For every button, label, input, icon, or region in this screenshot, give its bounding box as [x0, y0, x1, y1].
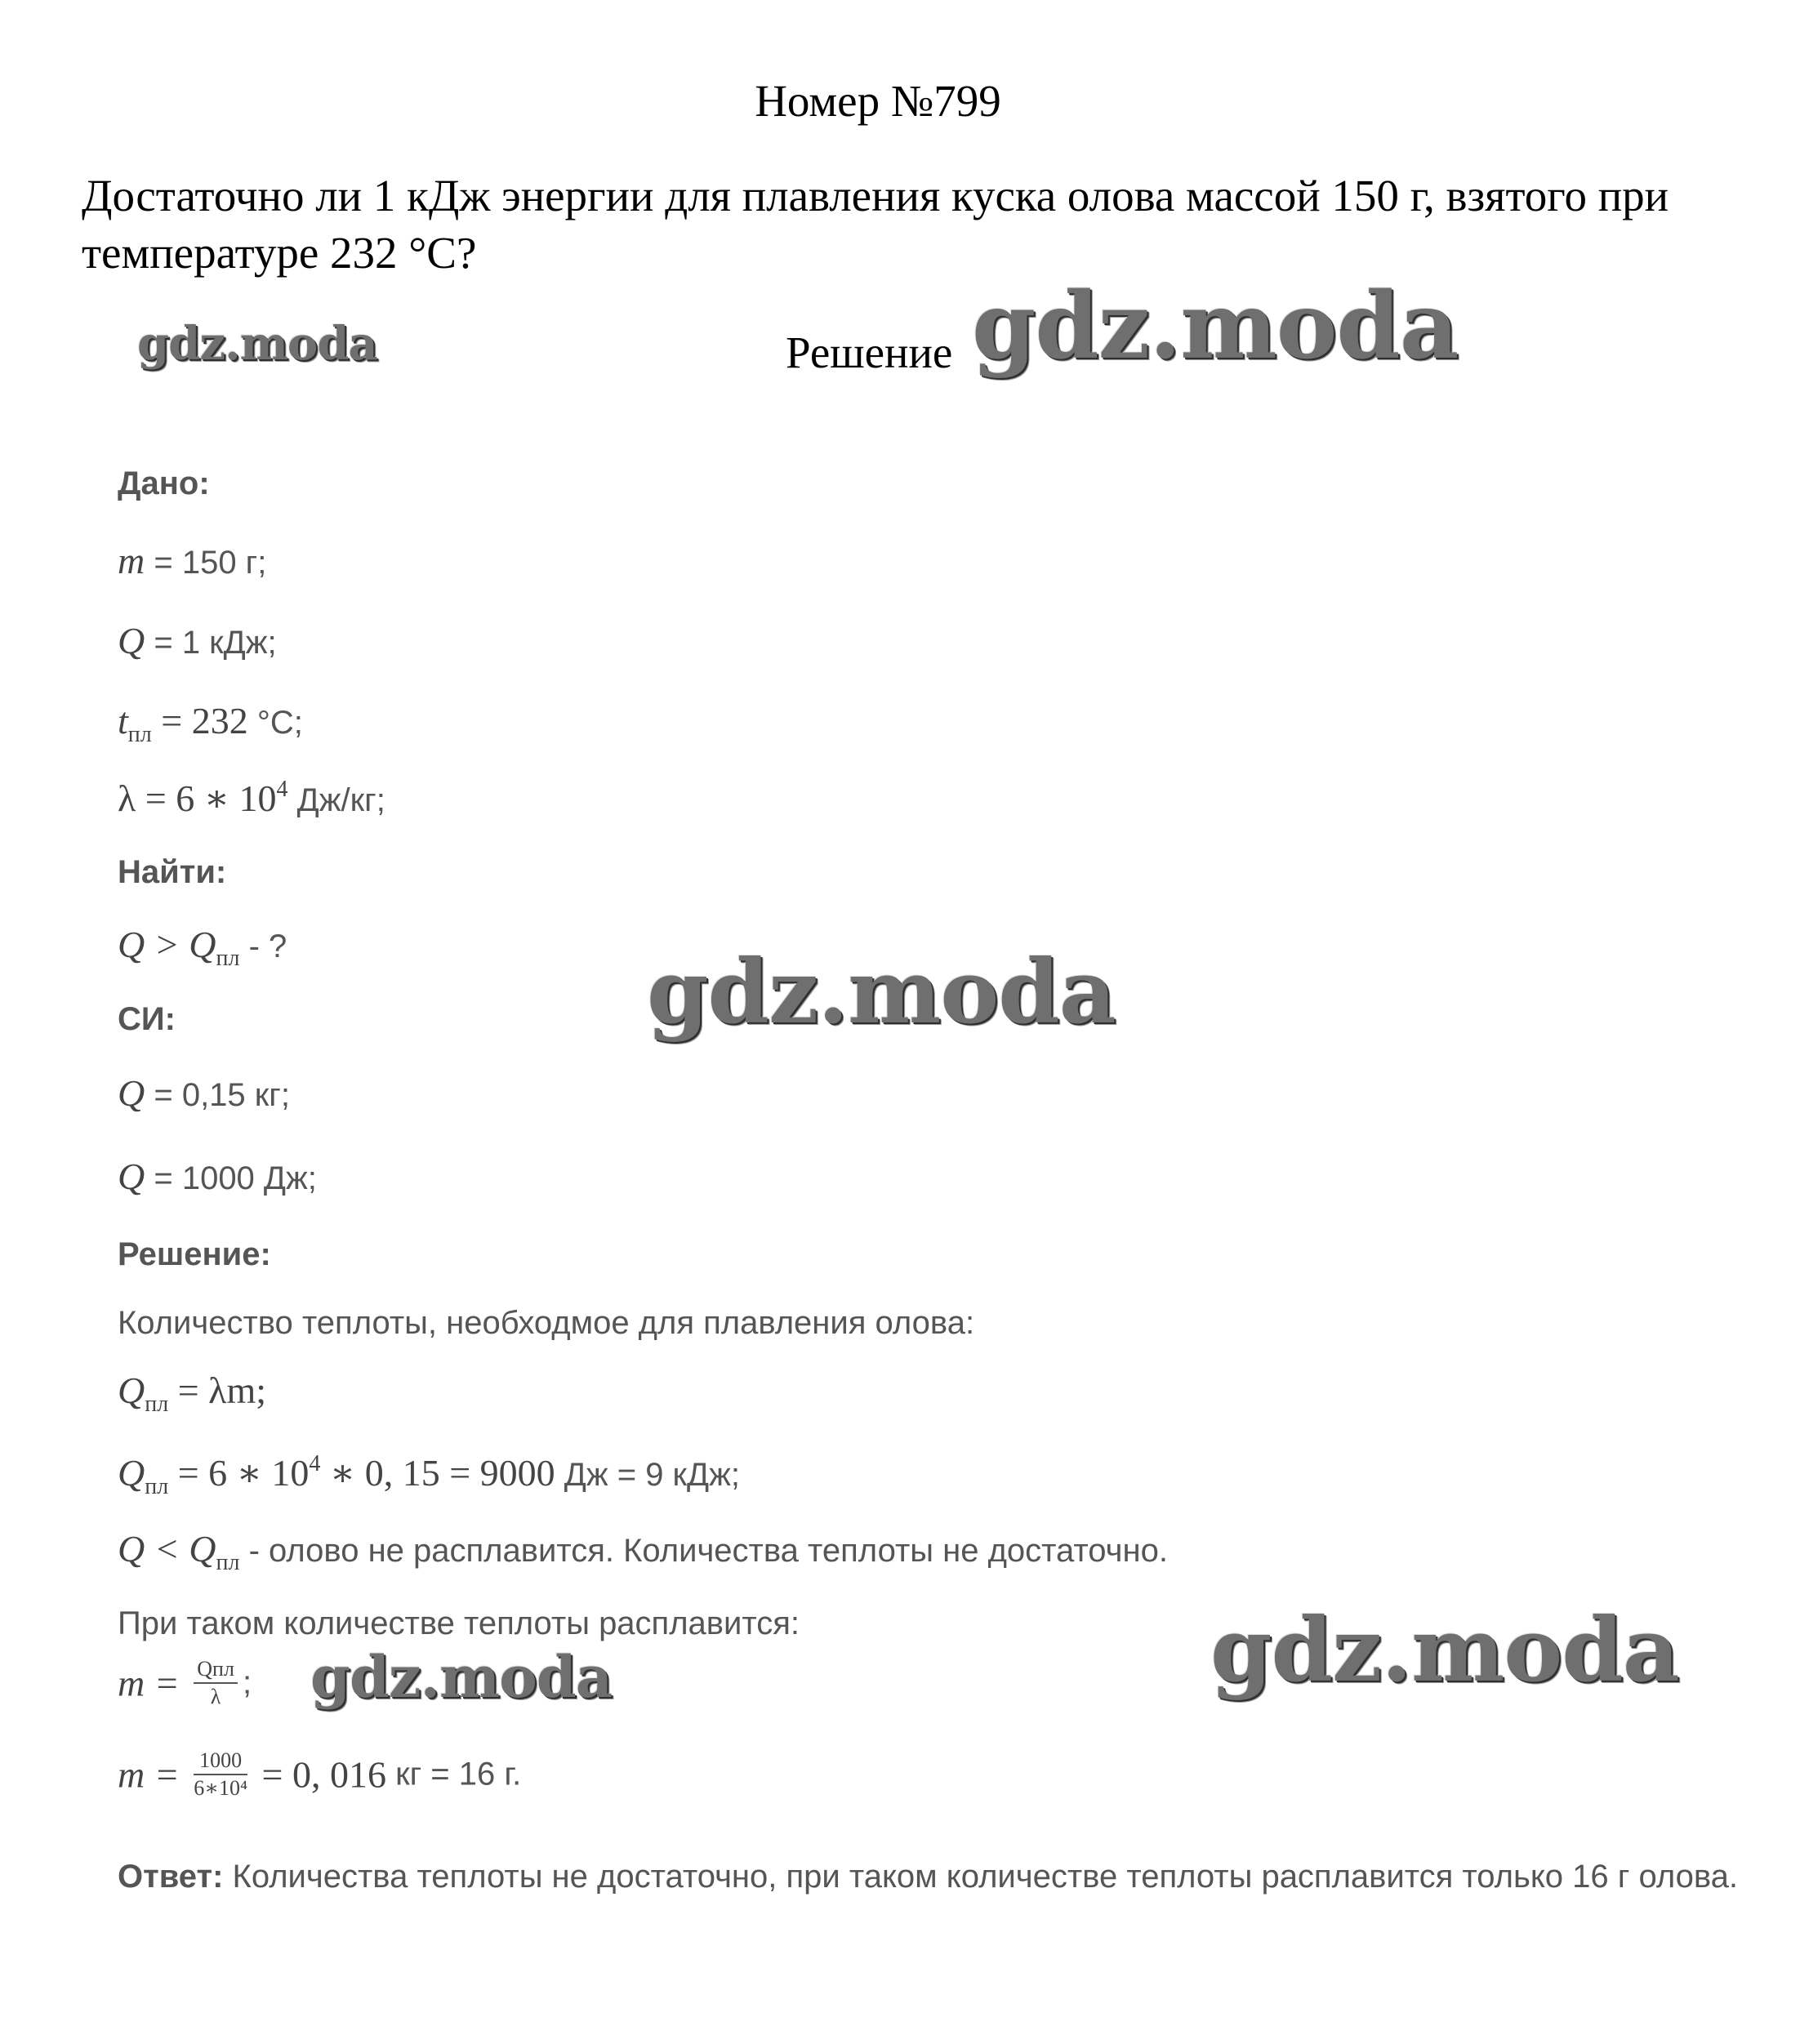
conclusion-text: - олово не расплавится. Количества теплоты не достаточно. — [239, 1533, 1168, 1569]
subscript: пл — [127, 722, 152, 747]
subscript: пл — [216, 1550, 240, 1575]
unit-text: Дж/кг; — [287, 782, 385, 818]
problem-number: Номер №799 — [755, 76, 1001, 126]
value-text: - ? — [239, 928, 287, 964]
si-line-1 — [118, 1071, 290, 1115]
math-expression: Q > Q — [118, 924, 216, 965]
formula-melting-heat — [118, 1369, 266, 1418]
math-expression: m = — [118, 1753, 189, 1796]
given-melting-temperature — [118, 699, 303, 748]
math-symbol: Q — [118, 1072, 145, 1114]
equation-value: ∗ 0, 15 = 9000 — [320, 1452, 555, 1494]
math-symbol: Q — [118, 1369, 145, 1411]
equation-value: = 6 ∗ 10 — [136, 777, 277, 819]
si-line-2 — [118, 1155, 317, 1198]
value-text: = 150 г; — [145, 545, 267, 581]
given-latent-heat — [118, 776, 385, 820]
watermark: gdz.moda — [137, 317, 377, 371]
given-label: Дано: — [118, 465, 210, 501]
solution-intro-2: При таком количестве теплоты расплавится: — [118, 1605, 800, 1641]
exponent: 4 — [309, 1451, 321, 1476]
unit-text: Дж = 9 кДж; — [555, 1457, 741, 1493]
math-expression: m = — [118, 1662, 189, 1704]
formula-mass-calc — [118, 1748, 521, 1801]
watermark: gdz.moda — [972, 273, 1459, 380]
given-heat — [118, 619, 277, 662]
watermark: gdz.moda — [1210, 1599, 1679, 1702]
answer-text: Количества теплоты не достаточно, при таком количестве теплоты расплавится только 16 г олова. — [223, 1859, 1739, 1895]
math-symbol: t — [118, 700, 128, 741]
value-text: = 1000 Дж; — [145, 1160, 317, 1196]
numerator: 1000 — [194, 1748, 247, 1775]
exponent: 4 — [276, 777, 288, 802]
unit-text: °С; — [247, 705, 303, 741]
math-symbol: Q — [118, 1156, 145, 1197]
numerator: Qпл — [194, 1656, 238, 1684]
math-symbol: m — [118, 540, 145, 581]
subscript: пл — [145, 1474, 169, 1499]
answer-label: Ответ: — [118, 1859, 224, 1895]
subscript: пл — [216, 946, 240, 971]
watermark: gdz.moda — [647, 941, 1116, 1044]
given-mass — [118, 539, 266, 582]
denominator: λ — [210, 1685, 221, 1708]
formula-melting-heat-calc — [118, 1450, 740, 1500]
math-symbol: λ — [118, 777, 136, 819]
math-symbol: Q — [118, 1452, 145, 1494]
comparison-conclusion — [118, 1527, 1168, 1576]
math-expression: Q < Q — [118, 1528, 216, 1570]
solution-intro: Количество теплоты, необходмое для плавления олова: — [118, 1305, 975, 1341]
answer — [118, 1859, 1738, 1895]
math-symbol: Q — [118, 620, 145, 661]
equation-value: = 232 — [151, 700, 248, 741]
solution-label: Решение: — [118, 1236, 271, 1272]
problem-statement: Достаточно ли 1 кДж энергии для плавления куска олова массой 150 г, взятого при температуре 232 °С? — [82, 171, 1669, 278]
find-expression — [118, 923, 287, 972]
value-text: = 0,15 кг; — [145, 1077, 290, 1113]
watermark: gdz.moda — [310, 1643, 613, 1711]
formula-mass — [118, 1656, 252, 1710]
equation-value: = 0, 016 — [252, 1753, 386, 1796]
value-text: ; — [242, 1664, 252, 1701]
value-text: = 1 кДж; — [145, 625, 277, 661]
equation-value: = λm; — [168, 1369, 267, 1411]
subscript: пл — [145, 1392, 169, 1417]
si-label: СИ: — [118, 1001, 176, 1037]
fraction — [194, 1656, 238, 1710]
denominator: 6∗10⁴ — [194, 1776, 248, 1800]
unit-text: кг = 16 г. — [385, 1756, 522, 1792]
fraction — [194, 1748, 247, 1801]
equation-value: = 6 ∗ 10 — [168, 1452, 310, 1494]
solution-heading: Решение — [786, 327, 953, 377]
find-label: Найти: — [118, 854, 227, 890]
